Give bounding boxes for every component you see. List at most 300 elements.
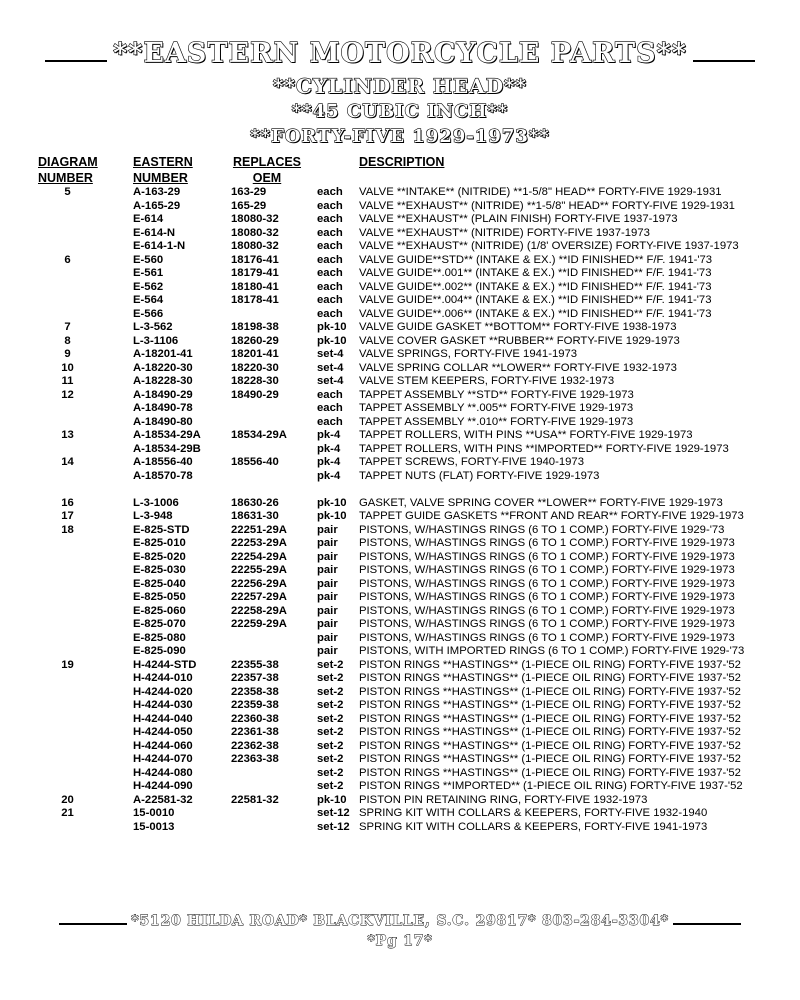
eastern-number-cell: A-18228-30: [133, 375, 193, 387]
oem-number-cell: 22362-38: [231, 739, 279, 752]
unit-cell: pair: [317, 550, 338, 563]
diagram-number-cell: [38, 227, 133, 241]
unit-cell: pair: [317, 523, 338, 536]
oem-number-cell: 22254-29A: [231, 550, 287, 563]
description-cell: PISTON RINGS **IMPORTED** (1-PIECE OIL RING) FORTY-FIVE 1937-'52: [359, 780, 743, 792]
page-number: *Pg 17*: [367, 933, 433, 949]
eastern-number-cell: A-163-29: [133, 186, 181, 198]
oem-number-cell: [231, 645, 317, 659]
oem-number-cell: 18080-32: [231, 240, 279, 252]
table-row: [38, 402, 779, 416]
eastern-number-cell: A-18570-78: [133, 469, 193, 482]
diagram-number-cell: [38, 213, 133, 227]
diagram-number-cell: [38, 605, 133, 619]
oem-number-cell: 22257-29A: [231, 591, 287, 603]
table-row: [38, 807, 779, 821]
diagram-number-cell: 16: [61, 496, 74, 509]
section-title: **CYLINDER HEAD**: [273, 74, 527, 98]
description-cell: VALVE GUIDE**.001** (INTAKE & EX.) **ID FINISHED** F/F. 1941-'73: [359, 267, 712, 279]
oem-number-cell: 22358-38: [231, 685, 279, 698]
footer-address: *5120 HILDA ROAD* BLACKVILLE, S.C. 29817* 803-284-3304*: [131, 913, 669, 929]
unit-cell: pk-10: [317, 321, 347, 333]
description-cell: PISTONS, W/HASTINGS RINGS (6 TO 1 COMP.) FORTY-FIVE 1929-1973: [359, 550, 735, 563]
diagram-number-cell: [38, 686, 133, 700]
oem-number-cell: [231, 416, 317, 430]
eastern-number-cell: H-4244-090: [133, 780, 193, 792]
description-cell: VALVE STEM KEEPERS, FORTY-FIVE 1932-1973: [359, 375, 615, 387]
diagram-number-cell: 11: [61, 375, 74, 387]
description-cell: PISTON RINGS **HASTINGS** (1-PIECE OIL RING) FORTY-FIVE 1937-'52: [359, 712, 741, 725]
unit-cell: each: [317, 226, 343, 239]
table-row: [38, 456, 779, 470]
diagram-number-cell: [38, 240, 133, 254]
unit-cell: pair: [317, 564, 338, 576]
eastern-number-cell: H-4244-080: [133, 766, 193, 779]
eastern-number-cell: A-18490-80: [133, 415, 193, 428]
table-row: [38, 294, 779, 308]
oem-number-cell: 18198-38: [231, 321, 279, 333]
oem-number-cell: 22258-29A: [231, 604, 287, 617]
diagram-number-cell: [38, 699, 133, 713]
description-cell: VALVE **EXHAUST** (PLAIN FINISH) FORTY-FIVE 1937-1973: [359, 213, 678, 225]
table-row: [38, 618, 779, 632]
diagram-number-cell: [38, 578, 133, 592]
eastern-number-cell: E-825-080: [133, 631, 186, 644]
description-cell: VALVE **EXHAUST** (NITRIDE) FORTY-FIVE 1937-1973: [359, 226, 650, 239]
oem-number-cell: [231, 767, 317, 781]
oem-number-cell: 18080-32: [231, 226, 279, 239]
diagram-number-cell: [38, 308, 133, 322]
diagram-number-cell: [38, 551, 133, 565]
oem-number-cell: [231, 632, 317, 646]
description-cell: PISTONS, W/HASTINGS RINGS (6 TO 1 COMP.) FORTY-FIVE 1929-1973: [359, 631, 735, 644]
unit-cell: set-4: [317, 348, 344, 360]
diagram-number-cell: 14: [61, 456, 74, 468]
diagram-number-cell: [38, 402, 133, 416]
unit-cell: pk-10: [317, 510, 347, 522]
diagram-number-cell: [38, 200, 133, 214]
diagram-number-cell: [38, 672, 133, 686]
unit-cell: pk-4: [317, 442, 341, 455]
unit-cell: each: [317, 186, 343, 198]
eastern-number-cell: H-4244-STD: [133, 658, 197, 671]
unit-cell: each: [317, 415, 343, 428]
unit-cell: set-12: [317, 820, 350, 833]
header-description: DESCRIPTION: [359, 155, 445, 169]
description-cell: SPRING KIT WITH COLLARS & KEEPERS, FORTY-FIVE 1941-1973: [359, 820, 708, 833]
description-cell: VALVE GUIDE**.002** (INTAKE & EX.) **ID FINISHED** F/F. 1941-'73: [359, 280, 712, 293]
table-row: [38, 429, 779, 443]
unit-cell: pair: [317, 537, 338, 549]
table-spacer-row: [38, 483, 779, 497]
eastern-number-cell: A-18490-29: [133, 388, 193, 401]
diagram-number-cell: [38, 726, 133, 740]
eastern-number-cell: L-3-562: [133, 321, 173, 333]
description-cell: TAPPET ROLLERS, WITH PINS **USA** FORTY-FIVE 1929-1973: [359, 429, 693, 441]
diagram-number-cell: 20: [61, 793, 74, 806]
oem-number-cell: 18201-41: [231, 348, 279, 360]
description-cell: PISTON RINGS **HASTINGS** (1-PIECE OIL RING) FORTY-FIVE 1937-'52: [359, 766, 741, 779]
description-cell: PISTONS, W/HASTINGS RINGS (6 TO 1 COMP.) FORTY-FIVE 1929-1973: [359, 564, 735, 576]
diagram-number-cell: 9: [64, 348, 71, 360]
diagram-number-cell: [38, 564, 133, 578]
table-row: [38, 321, 779, 335]
unit-cell: each: [317, 199, 343, 212]
oem-number-cell: [231, 780, 317, 794]
catalog-title: **EASTERN MOTORCYCLE PARTS**: [113, 38, 687, 69]
description-cell: PISTONS, W/HASTINGS RINGS (6 TO 1 COMP.) FORTY-FIVE 1929-1973: [359, 618, 735, 630]
eastern-number-cell: E-562: [133, 280, 164, 293]
diagram-number-cell: 5: [64, 186, 71, 198]
eastern-number-cell: 15-0010: [133, 807, 175, 819]
unit-cell: set-4: [317, 361, 344, 374]
table-row: [38, 443, 779, 457]
description-cell: PISTONS, W/HASTINGS RINGS (6 TO 1 COMP.) FORTY-FIVE 1929-1973: [359, 591, 735, 603]
oem-number-cell: 22359-38: [231, 699, 279, 711]
oem-number-cell: 22581-32: [231, 793, 279, 806]
oem-number-cell: 22255-29A: [231, 564, 287, 576]
table-row: [38, 767, 779, 781]
description-cell: TAPPET ROLLERS, WITH PINS **IMPORTED** FORTY-FIVE 1929-1973: [359, 442, 729, 455]
oem-number-cell: [231, 807, 317, 821]
description-cell: PISTON RINGS **HASTINGS** (1-PIECE OIL RING) FORTY-FIVE 1937-'52: [359, 699, 741, 711]
diagram-number-cell: [38, 591, 133, 605]
eastern-number-cell: E-614-1-N: [133, 240, 186, 252]
eastern-number-cell: A-18201-41: [133, 348, 193, 360]
unit-cell: pair: [317, 577, 338, 590]
diagram-number-cell: [38, 470, 133, 484]
oem-number-cell: 18631-30: [231, 510, 279, 522]
eastern-number-cell: H-4244-060: [133, 739, 193, 752]
diagram-number-cell: [38, 267, 133, 281]
oem-number-cell: [231, 470, 317, 484]
unit-cell: set-2: [317, 780, 344, 792]
table-row: [38, 699, 779, 713]
diagram-number-cell: 8: [64, 334, 71, 347]
table-row: [38, 362, 779, 376]
oem-number-cell: [231, 402, 317, 416]
diagram-number-cell: [38, 443, 133, 457]
eastern-number-cell: A-18534-29B: [133, 442, 201, 455]
diagram-number-cell: 6: [64, 253, 71, 266]
description-cell: SPRING KIT WITH COLLARS & KEEPERS, FORTY-FIVE 1932-1940: [359, 807, 708, 819]
eastern-number-cell: H-4244-070: [133, 753, 193, 765]
diagram-number-cell: [38, 713, 133, 727]
description-cell: TAPPET ASSEMBLY **STD** FORTY-FIVE 1929-1973: [359, 388, 634, 401]
diagram-number-cell: 12: [61, 388, 74, 401]
table-row: [38, 510, 779, 524]
table-row: [38, 200, 779, 214]
table-row: [38, 375, 779, 389]
catalog-title-line: [0, 38, 800, 74]
table-row: [38, 551, 779, 565]
table-row: [38, 726, 779, 740]
oem-number-cell: 18228-30: [231, 375, 279, 387]
diagram-number-cell: 17: [61, 510, 74, 522]
diagram-number-cell: 10: [61, 361, 74, 374]
eastern-number-cell: E-561: [133, 267, 164, 279]
description-cell: PISTON RINGS **HASTINGS** (1-PIECE OIL RING) FORTY-FIVE 1937-'52: [359, 685, 741, 698]
oem-number-cell: 18176-41: [231, 253, 279, 266]
unit-cell: set-4: [317, 375, 344, 387]
oem-number-cell: 18534-29A: [231, 429, 287, 441]
eastern-number-cell: E-564: [133, 294, 164, 306]
eastern-number-cell: L-3-948: [133, 510, 173, 522]
table-row: [38, 497, 779, 511]
table-row: [38, 186, 779, 200]
diagram-number-cell: [38, 780, 133, 794]
description-cell: VALVE GUIDE**.004** (INTAKE & EX.) **ID FINISHED** F/F. 1941-'73: [359, 294, 712, 306]
oem-number-cell: 165-29: [231, 199, 267, 212]
description-cell: TAPPET ASSEMBLY **.010** FORTY-FIVE 1929-1973: [359, 415, 634, 428]
eastern-number-cell: E-825-040: [133, 577, 186, 590]
table-row: [38, 524, 779, 538]
table-row: [38, 578, 779, 592]
table-row: [38, 308, 779, 322]
description-cell: PISTONS, W/HASTINGS RINGS (6 TO 1 COMP.) FORTY-FIVE 1929-1973: [359, 604, 735, 617]
eastern-number-cell: A-18490-78: [133, 402, 193, 414]
unit-cell: pair: [317, 645, 338, 657]
parts-table: [38, 155, 779, 834]
unit-cell: pair: [317, 631, 338, 644]
diagram-number-cell: [38, 740, 133, 754]
eastern-number-cell: H-4244-010: [133, 672, 193, 684]
table-row: [38, 389, 779, 403]
header-diagram-number: DIAGRAM NUMBER: [38, 155, 98, 185]
oem-number-cell: 18260-29: [231, 334, 279, 347]
eastern-number-cell: E-614: [133, 213, 164, 225]
unit-cell: each: [317, 280, 343, 293]
eastern-number-cell: E-560: [133, 253, 164, 266]
eastern-number-cell: A-165-29: [133, 199, 181, 212]
description-cell: PISTON RINGS **HASTINGS** (1-PIECE OIL RING) FORTY-FIVE 1937-'52: [359, 753, 741, 765]
unit-cell: set-2: [317, 672, 344, 684]
eastern-number-cell: A-18220-30: [133, 361, 193, 374]
table-row: [38, 686, 779, 700]
diagram-number-cell: [38, 767, 133, 781]
eastern-number-cell: H-4244-030: [133, 699, 193, 711]
diagram-number-cell: 21: [61, 807, 74, 819]
oem-number-cell: 22259-29A: [231, 618, 287, 630]
header-eastern-number: EASTERN NUMBER: [133, 155, 193, 185]
description-cell: VALVE GUIDE GASKET **BOTTOM** FORTY-FIVE 1938-1973: [359, 321, 677, 333]
table-row: [38, 780, 779, 794]
diagram-number-cell: [38, 821, 133, 835]
eastern-number-cell: A-18556-40: [133, 456, 193, 468]
description-cell: PISTON RINGS **HASTINGS** (1-PIECE OIL RING) FORTY-FIVE 1937-'52: [359, 658, 741, 671]
table-row: [38, 740, 779, 754]
oem-number-cell: [231, 821, 317, 835]
parts-table-body: [38, 186, 779, 834]
diagram-number-cell: 19: [61, 658, 74, 671]
oem-number-cell: 22251-29A: [231, 523, 287, 536]
unit-cell: pair: [317, 604, 338, 617]
diagram-number-cell: [38, 416, 133, 430]
oem-number-cell: 22363-38: [231, 753, 279, 765]
unit-cell: set-2: [317, 766, 344, 779]
table-row: [38, 794, 779, 808]
footer-rule-left: [59, 923, 127, 925]
eastern-number-cell: E-825-030: [133, 564, 186, 576]
unit-cell: pair: [317, 591, 338, 603]
table-row: [38, 335, 779, 349]
eastern-number-cell: E-825-070: [133, 618, 186, 630]
table-row: [38, 240, 779, 254]
unit-cell: pk-10: [317, 793, 347, 806]
unit-cell: set-2: [317, 712, 344, 725]
header-replaces-oem: REPLACES OEM: [232, 155, 302, 185]
eastern-number-cell: E-825-090: [133, 645, 186, 657]
eastern-number-cell: E-825-STD: [133, 523, 190, 536]
description-cell: TAPPET NUTS (FLAT) FORTY-FIVE 1929-1973: [359, 469, 600, 482]
eastern-number-cell: H-4244-020: [133, 685, 193, 698]
oem-number-cell: 18630-26: [231, 496, 279, 509]
oem-number-cell: 18179-41: [231, 267, 279, 279]
oem-number-cell: [231, 443, 317, 457]
diagram-number-cell: [38, 632, 133, 646]
unit-cell: pair: [317, 618, 338, 630]
table-row: [38, 213, 779, 227]
diagram-number-cell: [38, 618, 133, 632]
table-row: [38, 537, 779, 551]
description-cell: GASKET, VALVE SPRING COVER **LOWER** FORTY-FIVE 1929-1973: [359, 496, 723, 509]
table-row: [38, 753, 779, 767]
description-cell: VALVE **INTAKE** (NITRIDE) **1-5/8" HEAD** FORTY-FIVE 1929-1931: [359, 186, 722, 198]
table-row: [38, 659, 779, 673]
description-cell: TAPPET GUIDE GASKETS **FRONT AND REAR** FORTY-FIVE 1929-1973: [359, 510, 744, 522]
description-cell: PISTON PIN RETAINING RING, FORTY-FIVE 1932-1973: [359, 793, 648, 806]
oem-number-cell: 18220-30: [231, 361, 279, 374]
unit-cell: set-2: [317, 739, 344, 752]
table-row: [38, 821, 779, 835]
title-rule-left: [45, 60, 107, 62]
diagram-number-cell: [38, 294, 133, 308]
oem-number-cell: 18556-40: [231, 456, 279, 468]
eastern-number-cell: H-4244-050: [133, 726, 193, 738]
eastern-number-cell: A-22581-32: [133, 793, 193, 806]
unit-cell: each: [317, 253, 343, 266]
unit-cell: set-2: [317, 726, 344, 738]
engine-size-title: **45 CUBIC INCH**: [291, 101, 509, 122]
table-row: [38, 267, 779, 281]
eastern-number-cell: A-18534-29A: [133, 429, 201, 441]
title-rule-right: [693, 60, 755, 62]
table-row: [38, 564, 779, 578]
table-row: [38, 348, 779, 362]
unit-cell: each: [317, 307, 343, 320]
table-row: [38, 713, 779, 727]
description-cell: VALVE GUIDE**.006** (INTAKE & EX.) **ID FINISHED** F/F. 1941-'73: [359, 307, 712, 320]
eastern-number-cell: L-3-1106: [133, 334, 179, 347]
unit-cell: set-12: [317, 807, 350, 819]
table-row: [38, 591, 779, 605]
description-cell: PISTON RINGS **HASTINGS** (1-PIECE OIL RING) FORTY-FIVE 1937-'52: [359, 726, 741, 738]
unit-cell: pk-4: [317, 456, 341, 468]
unit-cell: pk-4: [317, 469, 341, 482]
oem-number-cell: 22360-38: [231, 712, 279, 725]
table-row: [38, 672, 779, 686]
unit-cell: set-2: [317, 753, 344, 765]
table-row: [38, 416, 779, 430]
unit-cell: each: [317, 388, 343, 401]
diagram-number-cell: 13: [61, 429, 74, 441]
eastern-number-cell: L-3-1006: [133, 496, 179, 509]
table-row: [38, 645, 779, 659]
description-cell: PISTONS, WITH IMPORTED RINGS (6 TO 1 COMP.) FORTY-FIVE 1929-'73: [359, 645, 745, 657]
eastern-number-cell: 15-0013: [133, 820, 175, 833]
footer-rule-right: [673, 923, 741, 925]
unit-cell: pk-4: [317, 429, 341, 441]
table-row: [38, 632, 779, 646]
unit-cell: set-2: [317, 699, 344, 711]
parts-table-header: [38, 155, 779, 186]
oem-number-cell: 163-29: [231, 186, 267, 198]
eastern-number-cell: E-614-N: [133, 226, 176, 239]
header-unit: [317, 155, 359, 186]
eastern-number-cell: H-4244-040: [133, 712, 193, 725]
diagram-number-cell: [38, 537, 133, 551]
footer-address-line: [0, 913, 800, 929]
description-cell: PISTON RINGS **HASTINGS** (1-PIECE OIL RING) FORTY-FIVE 1937-'52: [359, 739, 741, 752]
description-cell: TAPPET ASSEMBLY **.005** FORTY-FIVE 1929-1973: [359, 402, 634, 414]
description-cell: VALVE GUIDE**STD** (INTAKE & EX.) **ID FINISHED** F/F. 1941-'73: [359, 253, 713, 266]
description-cell: VALVE SPRING COLLAR **LOWER** FORTY-FIVE 1932-1973: [359, 361, 677, 374]
description-cell: VALVE **EXHAUST** (NITRIDE) **1-5/8" HEAD** FORTY-FIVE 1929-1931: [359, 199, 735, 212]
eastern-number-cell: E-566: [133, 307, 164, 320]
unit-cell: each: [317, 402, 343, 414]
oem-number-cell: 22253-29A: [231, 537, 287, 549]
oem-number-cell: 18178-41: [231, 294, 279, 306]
oem-number-cell: 22357-38: [231, 672, 279, 684]
table-row: [38, 281, 779, 295]
table-row: [38, 254, 779, 268]
unit-cell: pk-10: [317, 496, 347, 509]
eastern-number-cell: E-825-060: [133, 604, 186, 617]
oem-number-cell: 18180-41: [231, 280, 279, 293]
model-years-title: **FORTY-FIVE 1929-1973**: [250, 126, 550, 147]
description-cell: PISTON RINGS **HASTINGS** (1-PIECE OIL RING) FORTY-FIVE 1937-'52: [359, 672, 741, 684]
diagram-number-cell: 7: [64, 321, 71, 333]
table-row: [38, 605, 779, 619]
diagram-number-cell: [38, 645, 133, 659]
oem-number-cell: 22361-38: [231, 726, 279, 738]
oem-number-cell: 18490-29: [231, 388, 279, 401]
description-cell: VALVE COVER GASKET **RUBBER** FORTY-FIVE 1929-1973: [359, 334, 680, 347]
table-row: [38, 470, 779, 484]
diagram-number-cell: [38, 281, 133, 295]
table-row: [38, 227, 779, 241]
eastern-number-cell: E-825-010: [133, 537, 186, 549]
description-cell: TAPPET SCREWS, FORTY-FIVE 1940-1973: [359, 456, 584, 468]
description-cell: PISTONS, W/HASTINGS RINGS (6 TO 1 COMP.) FORTY-FIVE 1929-1973: [359, 537, 735, 549]
eastern-number-cell: E-825-050: [133, 591, 186, 603]
oem-number-cell: 22256-29A: [231, 577, 287, 590]
unit-cell: set-2: [317, 658, 344, 671]
description-cell: VALVE SPRINGS, FORTY-FIVE 1941-1973: [359, 348, 578, 360]
unit-cell: each: [317, 294, 343, 306]
oem-number-cell: 22355-38: [231, 658, 279, 671]
diagram-number-cell: [38, 753, 133, 767]
unit-cell: each: [317, 267, 343, 279]
diagram-number-cell: 18: [61, 523, 74, 536]
eastern-number-cell: E-825-020: [133, 550, 186, 563]
unit-cell: each: [317, 240, 343, 252]
unit-cell: set-2: [317, 685, 344, 698]
oem-number-cell: [231, 308, 317, 322]
description-cell: PISTONS, W/HASTINGS RINGS (6 TO 1 COMP.) FORTY-FIVE 1929-1973: [359, 577, 735, 590]
oem-number-cell: 18080-32: [231, 213, 279, 225]
unit-cell: each: [317, 213, 343, 225]
